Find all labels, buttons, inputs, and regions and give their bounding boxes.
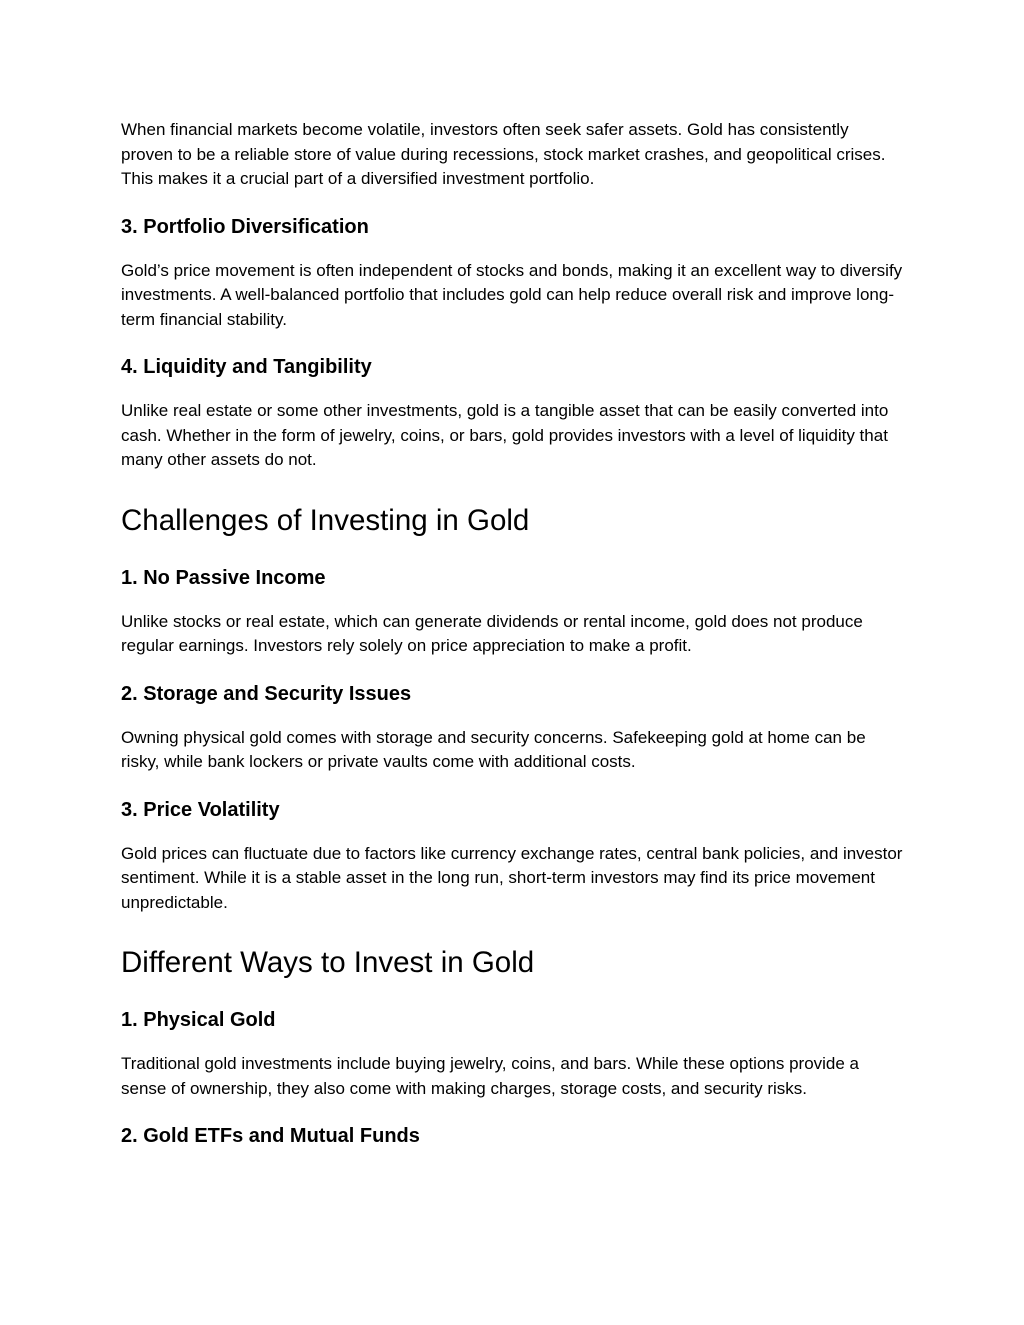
no-passive-income-paragraph: Unlike stocks or real estate, which can generate dividends or rental income, gold does not produce regular earnings. Investors rely solely on price appreciation to make a profit. xyxy=(121,611,863,655)
ways-section-title: Different Ways to Invest in Gold xyxy=(121,946,535,979)
physical-gold-heading: 1. Physical Gold xyxy=(121,1009,276,1031)
liquidity-tangibility-paragraph: Unlike real estate or some other investments, gold is a tangible asset that can be easily converted into cash. Whether in the form of jewelry, coins, or bars, gold provides investors with a level of liquidity that many other assets do not. xyxy=(121,401,889,469)
challenges-section-title: Challenges of Investing in Gold xyxy=(121,503,530,537)
gold-etfs-heading: 2. Gold ETFs and Mutual Funds xyxy=(121,1125,420,1147)
intro-paragraph: When financial markets become volatile, investors often seek safer assets. Gold has consistently proven to be a reliable store of value during recessions, stock market crashes, and geopolitical crises. This makes it a crucial part of a diversified investment portfolio. xyxy=(121,120,886,188)
physical-gold-paragraph: Traditional gold investments include buying jewelry, coins, and bars. While these options provide a sense of ownership, they also come with making charges, storage costs, and security risks. xyxy=(121,1054,860,1098)
portfolio-diversification-heading: 3. Portfolio Diversification xyxy=(121,215,369,238)
storage-security-paragraph: Owning physical gold comes with storage and security concerns. Safekeeping gold at home can be risky, while bank lockers or private vaults come with additional costs. xyxy=(121,727,866,771)
no-passive-income-heading: 1. No Passive Income xyxy=(121,566,326,589)
liquidity-tangibility-heading: 4. Liquidity and Tangibility xyxy=(121,356,372,378)
price-volatility-paragraph: Gold prices can fluctuate due to factors like currency exchange rates, central bank policies, and investor sentiment. While it is a stable asset in the long run, short-term investors may find its price movement unpredictable. xyxy=(121,843,903,912)
portfolio-diversification-paragraph: Gold’s price movement is often independent of stocks and bonds, making it an excellent way to diversify investments. A well-balanced portfolio that includes gold can help reduce overall risk and improve long-term financial stability. xyxy=(121,260,903,329)
price-volatility-heading: 3. Price Volatility xyxy=(121,798,280,821)
document-page xyxy=(121,118,911,1150)
storage-security-heading: 2. Storage and Security Issues xyxy=(121,682,412,705)
